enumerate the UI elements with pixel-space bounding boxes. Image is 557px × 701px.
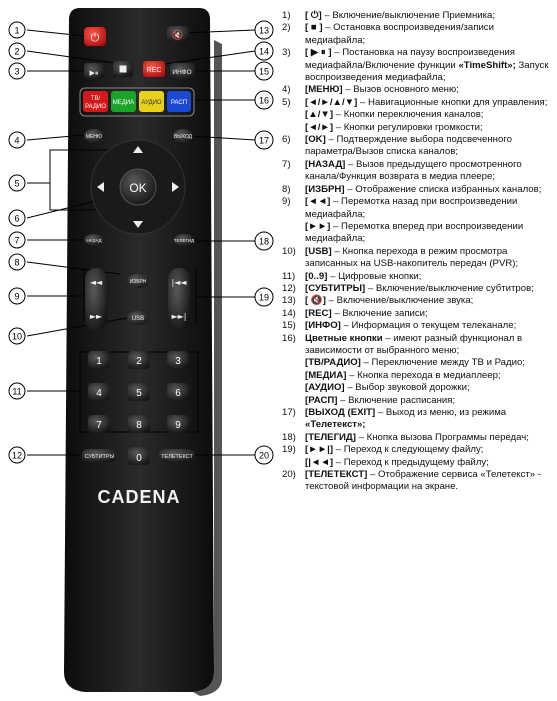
legend-text <box>305 109 554 121</box>
legend-key-extra: «TimeShift»; <box>458 59 516 71</box>
legend-desc: – Кнопки переключения каналов; <box>333 109 484 121</box>
legend-item <box>282 221 554 246</box>
rasp-label: РАСП <box>170 100 188 106</box>
callout-number: 12 <box>11 450 23 461</box>
legend-item <box>282 22 554 47</box>
ok-label: OK <box>129 181 147 195</box>
legend-desc: – Остановка воспроизведения/записи медиафайла; <box>305 22 494 46</box>
legend-key: [ ■ ] <box>305 22 323 34</box>
callout-number: 19 <box>258 292 270 303</box>
legend-number: 14) <box>282 307 296 319</box>
legend-item <box>282 134 554 159</box>
fav-label: ИЗБРН <box>129 279 147 285</box>
callout-number: 8 <box>14 257 20 268</box>
info-label: ИНФО <box>172 69 192 76</box>
legend-item <box>282 444 554 456</box>
legend-key: [НАЗАД] <box>305 158 346 170</box>
legend-desc: – Вызов предыдущего просмотренного канала/Функция возврата в медиа плеере; <box>305 158 522 183</box>
callout-number: 4 <box>14 135 20 146</box>
legend-item <box>282 395 554 407</box>
back-label: НАЗАД <box>86 238 102 243</box>
callout-number: 13 <box>258 25 270 36</box>
legend-number: 2) <box>282 22 291 34</box>
legend-number: 1) <box>282 10 291 21</box>
digit-label: 5 <box>136 388 142 399</box>
legend-number <box>282 457 305 469</box>
legend-desc: – Кнопка вызова Программы передач; <box>355 431 529 443</box>
callout-number: 11 <box>12 386 22 397</box>
legend-text <box>305 10 554 22</box>
legend-desc: – Включение записи; <box>331 307 428 319</box>
power-icon: ⏻ <box>90 31 100 44</box>
legend-key: [АУДИО] <box>305 382 345 394</box>
legend-text <box>305 357 554 369</box>
legend-number: 7) <box>282 158 291 170</box>
legend-desc: – Включение расписания; <box>337 394 456 406</box>
mute-icon: 🔇 <box>172 31 184 41</box>
legend-number: 6) <box>282 134 291 146</box>
legend-text <box>305 295 554 307</box>
stop-icon <box>120 66 127 73</box>
legend-desc: – Отображение сервиса «Телетекст» - текстовой информации на экране. <box>305 469 541 493</box>
legend-text <box>305 382 554 394</box>
legend-key: [ВЫХОД (EXIT] <box>305 407 376 418</box>
legend-key: [РАСП] <box>305 394 338 406</box>
exit-label: ВЫХОД <box>173 134 193 140</box>
legend-number: 18) <box>282 431 296 443</box>
legend-item <box>282 184 554 196</box>
legend-key: [ТВ/РАДИО] <box>305 357 361 369</box>
legend-item <box>282 320 554 332</box>
legend-desc: – Переход к следующему файлу; <box>333 444 484 456</box>
digit-label: 9 <box>175 420 181 431</box>
legend-text <box>305 47 554 84</box>
legend-item <box>282 47 554 84</box>
legend-key: [ ⏻] <box>305 10 322 21</box>
digit-label: 8 <box>136 420 142 431</box>
legend-key: [◄/►/▲/▼] <box>305 96 358 108</box>
legend-number: 13) <box>282 295 296 307</box>
legend-number: 9) <box>282 196 291 208</box>
legend-key-extra: «Телетекст»; <box>305 419 366 431</box>
legend-number: 8) <box>282 183 291 195</box>
digit-label: 6 <box>175 388 181 399</box>
digit-label: 4 <box>96 388 102 399</box>
menu-label: МЕНЮ <box>85 134 103 140</box>
legend-number <box>282 395 305 407</box>
callout-number: 7 <box>14 235 20 246</box>
legend-desc: – Перемотка вперед при воспроизведении медиафайла; <box>305 220 524 245</box>
brand-logo: CADENA <box>97 487 181 507</box>
callout-number: 10 <box>11 331 23 342</box>
callout-number: 5 <box>14 178 20 189</box>
legend-text <box>305 246 554 271</box>
digit-label: 0 <box>136 453 142 464</box>
legend-text <box>305 271 554 283</box>
legend-text <box>305 122 554 134</box>
legend-desc: – Включение/выключение Приемника; <box>321 10 496 21</box>
legend-item <box>282 308 554 320</box>
callout-number: 16 <box>258 95 270 106</box>
legend-key: [OK] <box>305 134 326 146</box>
callout-number: 3 <box>14 66 20 77</box>
usb-label: USB <box>131 316 145 322</box>
guide-label: ТЕЛЕГИД <box>173 238 195 243</box>
callout-number: 17 <box>258 135 270 146</box>
legend-text <box>305 84 554 96</box>
legend-item <box>282 246 554 271</box>
legend-key: [◄◄] <box>305 196 331 208</box>
legend-desc: – Постановка на паузу воспроизведения медиафайла/Включение функции <box>305 47 515 71</box>
legend-number: 3) <box>282 47 291 59</box>
legend-key: [МЕДИА] <box>305 369 347 381</box>
tv-radio-label-bottom: РАДИО <box>85 104 106 110</box>
legend-text <box>305 159 554 184</box>
legend-desc: – Включение/выключение субтитров; <box>365 282 534 294</box>
legend-number <box>282 370 305 382</box>
legend-text <box>305 407 554 432</box>
callout-number: 2 <box>14 46 20 57</box>
legend-text <box>305 395 554 407</box>
legend-item <box>282 109 554 121</box>
legend-item <box>282 196 554 221</box>
legend-item <box>282 407 554 432</box>
legend-text <box>305 308 554 320</box>
legend-key: Цветные кнопки <box>305 332 383 344</box>
legend-desc: – Кнопка перехода в режим просмотра записанных на USB-накопитель передач (PVR); <box>305 245 519 270</box>
legend-item <box>282 10 554 22</box>
legend-number: 16) <box>282 332 296 344</box>
legend-text <box>305 283 554 295</box>
legend-item <box>282 469 554 494</box>
prev-file-icon[interactable]: |◄◄ <box>171 278 187 287</box>
legend-number: 11) <box>282 270 296 282</box>
legend-number: 10) <box>282 245 296 257</box>
legend-desc: – Цифровые кнопки; <box>327 270 422 282</box>
legend-desc: – Переключение между ТВ и Радио; <box>360 357 525 369</box>
legend-list <box>282 10 554 494</box>
legend-desc: – Выход из меню, из режима <box>375 407 507 418</box>
legend-text <box>305 444 554 456</box>
legend-key: [ИЗБРН] <box>305 183 345 195</box>
legend-text <box>305 196 554 221</box>
digit-label: 3 <box>175 356 181 367</box>
callout-number: 15 <box>258 66 270 77</box>
legend-text <box>305 22 554 47</box>
legend-item <box>282 97 554 109</box>
legend-item <box>282 295 554 307</box>
legend-number <box>282 109 305 121</box>
legend-key: [ 🔇] <box>305 295 327 307</box>
legend-number: 19) <box>282 444 296 456</box>
legend-desc: – Вызов основного меню; <box>342 84 459 96</box>
legend-number <box>282 122 305 134</box>
legend-desc: – Отображение списка избранных каналов; <box>344 183 542 195</box>
legend-number: 4) <box>282 84 291 96</box>
legend-key: [◄/►] <box>305 121 334 133</box>
legend-number: 15) <box>282 320 296 332</box>
legend-item <box>282 357 554 369</box>
legend-key: [ ▶ ⏸ ] <box>305 47 332 59</box>
legend-key: [МЕНЮ] <box>305 84 343 96</box>
digit-label: 1 <box>96 356 102 367</box>
legend-key: [USB] <box>305 245 332 257</box>
legend-text <box>305 97 554 109</box>
media-label: МЕДИА <box>112 100 135 106</box>
legend-text <box>305 134 554 159</box>
legend-desc: – Переход к предыдущему файлу; <box>333 456 489 468</box>
digit-label: 7 <box>96 420 102 431</box>
legend-desc: – Включение/выключение звука; <box>326 295 474 307</box>
subtitles-label: СУБТИТРЫ <box>84 454 115 460</box>
legend-key: [ТЕЛЕТЕКСТ] <box>305 469 368 481</box>
legend-key: [СУБТИТРЫ] <box>305 282 366 294</box>
callout-number: 9 <box>14 291 20 302</box>
legend-text <box>305 184 554 196</box>
legend-number <box>282 221 305 246</box>
legend-text <box>305 221 554 246</box>
legend-desc: – Информация о текущем телеканале; <box>340 320 517 332</box>
legend-desc: – Выбор звуковой дорожки; <box>344 382 470 394</box>
legend-text <box>305 469 554 494</box>
audio-label: АУДИО <box>141 100 162 106</box>
legend-item <box>282 84 554 96</box>
legend-item <box>282 271 554 283</box>
legend-key: [►►|] <box>305 444 334 456</box>
legend-desc: – Кнопки регулировки громкости; <box>333 121 483 133</box>
legend-number: 5) <box>282 96 291 108</box>
rec-label: REC <box>146 67 162 74</box>
callout-number: 1 <box>14 25 20 36</box>
legend-text <box>305 370 554 382</box>
legend-key: [REC] <box>305 307 332 319</box>
rewind-icon[interactable]: ◄◄ <box>89 278 103 287</box>
forward-icon[interactable]: ►► <box>89 312 103 321</box>
legend-item <box>282 159 554 184</box>
callout-number: 6 <box>14 213 20 224</box>
legend-item <box>282 457 554 469</box>
callout-number: 18 <box>258 236 270 247</box>
legend-item <box>282 333 554 358</box>
legend-item <box>282 370 554 382</box>
tv-radio-label-top: ТВ/ <box>90 96 101 102</box>
play-pause-icon: ▶⏸ <box>89 69 99 77</box>
legend-text <box>305 432 554 444</box>
callout-number: 14 <box>258 46 270 57</box>
legend-desc: – Перемотка назад при воспроизведении медиафайла; <box>305 196 518 220</box>
legend-item <box>282 283 554 295</box>
legend-number: 12) <box>282 282 296 294</box>
callout-number: 20 <box>258 450 270 461</box>
legend-key: [ТЕЛЕГИД] <box>305 431 356 443</box>
legend-text <box>305 333 554 358</box>
legend-item <box>282 382 554 394</box>
digit-label: 2 <box>136 356 142 367</box>
legend-desc-extra: Запуск воспроизведения медиафайла; <box>305 59 549 84</box>
legend-desc: – имеют разный функционал в зависимости от выбранного меню; <box>305 332 523 356</box>
legend-key: [►►] <box>305 220 331 232</box>
legend-number <box>282 382 305 394</box>
legend-desc: – Навигационные кнопки для управления; <box>357 96 548 108</box>
legend-number: 17) <box>282 407 296 418</box>
legend-key: [▲/▼] <box>305 109 334 121</box>
legend-number <box>282 357 305 369</box>
teletext-label: ТЕЛЕТЕКСТ <box>161 454 193 460</box>
legend-desc: – Подтверждение выбора подсвеченного параметра/Вызов списка каналов; <box>305 134 512 158</box>
legend-key: [ИНФО] <box>305 320 341 332</box>
legend-number: 20) <box>282 469 296 481</box>
legend-text <box>305 457 554 469</box>
legend-key: [0..9] <box>305 270 328 282</box>
legend-key: [|◄◄] <box>305 456 334 468</box>
legend-item <box>282 122 554 134</box>
legend-item <box>282 432 554 444</box>
next-file-icon[interactable]: ►►| <box>171 312 187 321</box>
legend-desc: – Кнопка перехода в медиаплеер; <box>346 369 501 381</box>
legend-text <box>305 320 554 332</box>
